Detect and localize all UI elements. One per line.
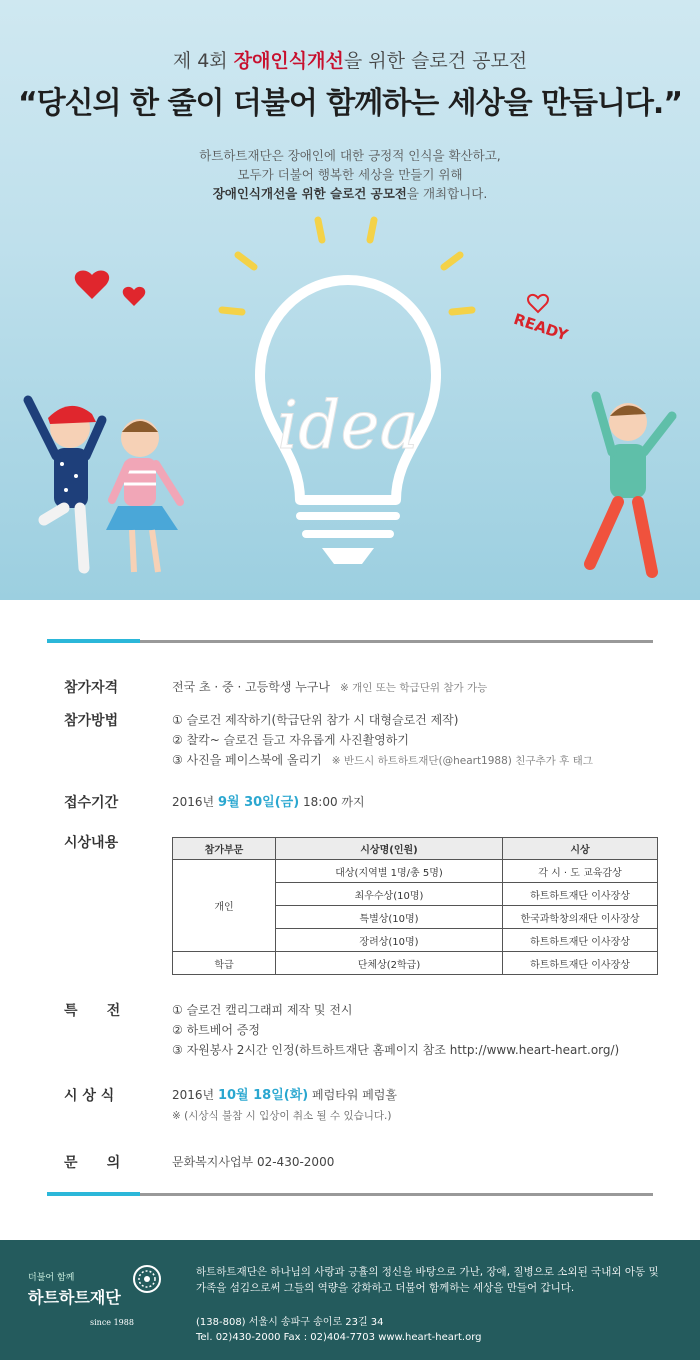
- awards-group-individual: 개인: [173, 860, 276, 952]
- award-prize: 각 시 · 도 교육감상: [503, 860, 658, 883]
- period-prefix: 2016년: [172, 795, 218, 809]
- footer-address-block: [196, 1315, 666, 1345]
- heart-icon: [123, 287, 146, 306]
- logo-name: 하트하트재단: [28, 1288, 121, 1307]
- ceremony-content: [172, 1085, 652, 1126]
- subtitle-prefix: 제 4회: [172, 50, 234, 72]
- method-step-3: ③ 사진을 페이스북에 올리기: [172, 753, 322, 767]
- awards-header-prize: 시상: [503, 838, 658, 860]
- footer-address: (138-808) 서울시 송파구 송이로 23길 34: [196, 1317, 384, 1328]
- bulb-word: idea: [277, 387, 419, 464]
- child-boy-left: [28, 400, 102, 568]
- label-period: 접수기간: [64, 795, 119, 811]
- ceremony-date: 10월 18일(화): [217, 1088, 309, 1103]
- footer-description: 하트하트재단은 하나님의 사랑과 긍휼의 정신을 바탕으로 가난, 장애, 질병으로 소외된 국내외 아동 및 가족을 섬김으로써 그들의 역량을 강화하고 더불어 함께하는 세상을 만들어 갑니다.: [196, 1266, 659, 1294]
- awards-group-class: 학급: [173, 952, 276, 975]
- ceremony-prefix: 2016년: [172, 1088, 218, 1102]
- benefit-1: ① 슬로건 캘리그래피 제작 및 전시: [172, 1003, 353, 1017]
- ceremony-note: ※ (시상식 불참 시 입상이 취소 될 수 있습니다.): [172, 1110, 392, 1122]
- section-bottom-divider: [47, 1193, 653, 1196]
- section-top-divider: [47, 640, 653, 643]
- label-inquiry: 문 의: [64, 1155, 121, 1171]
- hero-illustration: [0, 200, 700, 600]
- child-boy-right: [590, 396, 672, 572]
- footer: [0, 1240, 700, 1360]
- logo-emblem-icon: [132, 1264, 162, 1294]
- award-prize: 하트하트재단 이사장상: [503, 929, 658, 952]
- benefit-2: ② 하트베어 증정: [172, 1023, 260, 1037]
- subtitle-suffix: 을 위한 슬로건 공모전: [343, 50, 528, 72]
- logo-tagline: 더불어 함께: [28, 1273, 75, 1283]
- label-benefits: 특 전: [64, 1003, 121, 1019]
- inquiry-content: 문화복지사업부 02-430-2000: [172, 1155, 335, 1169]
- table-row: [173, 860, 658, 883]
- award-name: 특별상(10명): [276, 906, 503, 929]
- label-awards: 시상내용: [64, 835, 119, 851]
- eligibility-text: 전국 초 · 중 · 고등학생 누구나: [172, 680, 331, 694]
- table-row: [173, 952, 658, 975]
- period-content: [172, 792, 652, 813]
- footer-contact: Tel. 02)430-2000 Fax : 02)404-7703 www.heart-heart.org: [196, 1332, 482, 1343]
- eligibility-note: ※ 개인 또는 학급단위 참가 가능: [340, 682, 488, 694]
- award-prize: 한국과학창의재단 이사장상: [503, 906, 658, 929]
- bulb-rays: [222, 220, 472, 312]
- method-step-1: ① 슬로건 제작하기(학급단위 참가 시 대형슬로건 제작): [172, 713, 459, 727]
- ready-text: READY: [511, 309, 570, 345]
- award-prize: 하트하트재단 이사장상: [503, 883, 658, 906]
- label-method: 참가방법: [64, 713, 119, 729]
- award-name: 대상(지역별 1명/총 5명): [276, 860, 503, 883]
- ceremony-venue: 페럼타워 페럼홀: [308, 1088, 397, 1102]
- accent-bar: [47, 639, 140, 643]
- award-name: 단체상(2학급): [276, 952, 503, 975]
- hero-subtitle: [0, 46, 700, 73]
- heart-icon: [528, 295, 548, 312]
- accent-bar: [47, 1192, 140, 1196]
- benefits-content: [172, 1000, 652, 1060]
- award-prize: 하트하트재단 이사장상: [503, 952, 658, 975]
- awards-table: [172, 837, 658, 975]
- label-ceremony: 시 상 식: [64, 1088, 115, 1104]
- method-content: [172, 710, 652, 771]
- hero-description: [0, 146, 700, 203]
- desc-line-2: 모두가 더불어 행복한 세상을 만들기 위해: [237, 167, 463, 182]
- method-step-2: ② 찰칵~ 슬로건 들고 자유롭게 사진촬영하기: [172, 733, 409, 747]
- hero-title: “당신의 한 줄이 더불어 함께하는 세상을 만듭니다.”: [17, 86, 683, 121]
- desc-line-1: 하트하트재단은 장애인에 대한 긍정적 인식을 확산하고,: [199, 148, 501, 163]
- label-eligibility: 참가자격: [64, 680, 119, 696]
- awards-header-category: 참가부문: [173, 838, 276, 860]
- period-date: 9월 30일(금): [217, 795, 300, 810]
- subtitle-bold: 장애인식개선: [233, 50, 344, 72]
- child-girl: [106, 419, 180, 572]
- award-name: 최우수상(10명): [276, 883, 503, 906]
- hero-banner: [0, 0, 700, 600]
- foundation-logo: [28, 1270, 168, 1340]
- bulb-tip: [322, 548, 374, 564]
- awards-header-award: 시상명(인원): [276, 838, 503, 860]
- award-name: 장려상(10명): [276, 929, 503, 952]
- heart-icon: [75, 270, 109, 299]
- bulb-base: [300, 516, 396, 534]
- eligibility-content: [172, 677, 652, 698]
- method-step-3-note: ※ 반드시 하트하트재단(@heart1988) 친구추가 후 태그: [331, 755, 593, 767]
- period-suffix: 18:00 까지: [299, 795, 365, 809]
- logo-since: since 1988: [90, 1318, 134, 1327]
- desc-line-3-bold: 장애인식개선을 위한 슬로건 공모전: [212, 186, 407, 201]
- benefit-3: ③ 자원봉사 2시간 인정(하트하트재단 홈페이지 참조 http://www.heart-heart.org/): [172, 1043, 620, 1057]
- desc-line-3-rest: 을 개최합니다.: [406, 186, 488, 201]
